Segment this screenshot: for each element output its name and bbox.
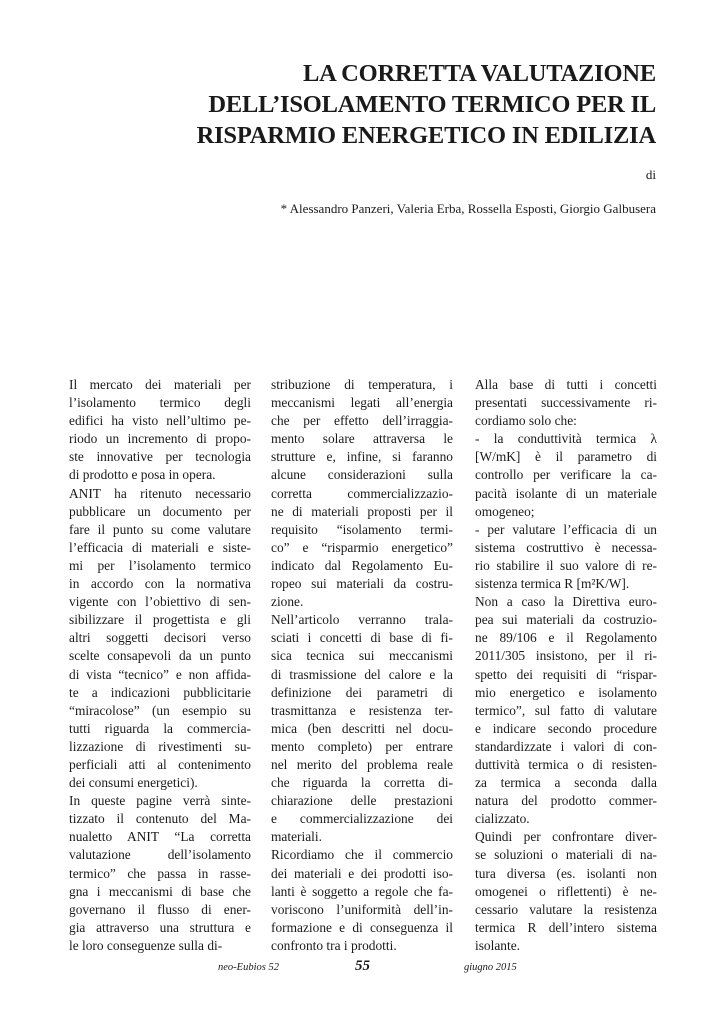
text-line: in accordo con la normativa — [69, 576, 251, 592]
text-line: natura del prodotto commer- — [475, 793, 657, 809]
title-line: RISPARMIO ENERGETICO IN EDILIZIA — [196, 122, 656, 149]
text-line: vigente con l’obiettivo di sen- — [69, 594, 251, 610]
text-line: spetto dei requisiti di “rispar- — [475, 666, 657, 682]
text-line: duttività termica o di resisten- — [475, 756, 657, 772]
text-line: “miracolose” (un esempio su — [69, 702, 251, 718]
text-line: sciati i concetti di base di fi- — [271, 630, 453, 646]
text-line: scelte consapevoli da un punto — [69, 648, 251, 664]
text-line: - la conduttività termica λ — [475, 431, 657, 447]
text-line: stribuzione di temperatura, i — [271, 377, 453, 392]
text-line: - per valutare l’efficacia di un — [475, 521, 657, 537]
text-line: Alla base di tutti i concetti — [475, 377, 657, 392]
text-column-3 — [475, 376, 657, 955]
byline-prefix: di — [645, 167, 656, 182]
text-line: di vista “tecnico” e non affida- — [69, 666, 251, 682]
text-line: governano il flusso di ener- — [69, 901, 251, 917]
text-line: pea sui materiali da costruzio- — [475, 612, 657, 628]
text-line: corretta commercializzazio- — [271, 485, 453, 501]
text-line: di prodotto e posa in opera. — [69, 467, 216, 483]
text-line: omogeneo; — [475, 503, 535, 519]
text-line: che per effetto dell’irraggia- — [271, 413, 453, 429]
text-line: mento solare attraversa le — [271, 431, 453, 447]
text-line: ste innovative per tecnologia — [69, 449, 251, 465]
text-line: isolante. — [475, 937, 520, 953]
text-column-2 — [271, 376, 453, 955]
text-line: zione. — [271, 594, 304, 610]
text-line: confronto tra i prodotti. — [271, 937, 397, 953]
text-line: [W/mK] è il parametro di — [475, 449, 657, 465]
text-line: l’efficacia di materiali e siste- — [69, 539, 251, 555]
text-line: trasmittanza e resistenza ter- — [271, 702, 453, 718]
text-line: standardizzate i valori di con- — [475, 738, 657, 754]
text-line: pacità isolante di un materiale — [475, 485, 657, 501]
text-line: Nell’articolo verranno trala- — [271, 612, 453, 628]
text-line: termico” che passa in rasse- — [69, 865, 251, 881]
text-line: rio stabilire il suo valore di re- — [475, 557, 657, 573]
text-line: indicato dal Regolamento Eu- — [271, 557, 453, 573]
text-line: e indicare secondo procedure — [475, 720, 657, 736]
text-line: Ricordiamo che il commercio — [271, 847, 453, 863]
text-line: altri soggetti decisori verso — [69, 630, 251, 646]
text-line: 2011/305 insistono, per il ri- — [475, 648, 657, 664]
text-line: dei consumi energetici). — [69, 775, 198, 791]
page-number: 55 — [355, 958, 370, 974]
text-line: l’isolamento termico degli — [69, 395, 251, 411]
text-line: requisito “isolamento termi- — [271, 521, 453, 537]
text-line: mio energetico e isolamento — [475, 684, 657, 700]
text-line: termico”, sul fatto di valutare — [475, 702, 657, 718]
text-line: tura diversa (es. isolanti non — [475, 865, 657, 881]
text-line: riodo un incremento di propo- — [69, 431, 251, 447]
text-column-1 — [69, 376, 251, 955]
text-line: tizzato il contenuto del Ma- — [69, 811, 251, 827]
text-line: ne di materiali proposti per il — [271, 503, 453, 519]
text-line: nel merito del problema reale — [271, 756, 453, 772]
text-line: dei materiali e dei prodotti iso- — [271, 865, 453, 881]
title-line: LA CORRETTA VALUTAZIONE — [302, 60, 656, 87]
text-line: le loro conseguenze sulla di- — [69, 937, 223, 953]
text-line: definizione dei parametri di — [271, 684, 453, 700]
text-line: lanti è soggetto a regole che fa- — [271, 883, 453, 899]
text-line: chiarazione delle prestazioni — [271, 793, 453, 809]
text-line: fare il punto su come valutare — [69, 521, 251, 537]
text-line: presentati successivamente ri- — [475, 395, 657, 411]
text-line: Il mercato dei materiali per — [69, 377, 251, 392]
text-line: strutture e, infine, si faranno — [271, 449, 453, 465]
text-line: te a indicazioni pubblicitarie — [69, 684, 251, 700]
text-line: meccanismi legati all’energia — [271, 395, 453, 411]
text-line: alcune considerazioni sulla — [271, 467, 453, 483]
text-line: sibilizzare il progettista e gli — [69, 612, 251, 628]
authors-line: * Alessandro Panzeri, Valeria Erba, Rossella Esposti, Giorgio Galbusera — [280, 201, 656, 216]
text-line: ropeo sui materiali da costru- — [271, 576, 453, 592]
text-line: sica tecnica sui meccanismi — [271, 648, 453, 664]
text-line: di trasmissione del calore e la — [271, 666, 453, 682]
text-line: lizzazione di rivestimenti su- — [69, 738, 251, 754]
text-line: za termica a seconda dalla — [475, 775, 657, 791]
text-line: mi per l’isolamento termico — [69, 557, 251, 573]
text-line: ne 89/106 e il Regolamento — [475, 630, 657, 646]
text-line: pubblicare un documento per — [69, 503, 251, 519]
text-line: Non a caso la Direttiva euro- — [475, 594, 657, 610]
text-line: gia attraverso una struttura e — [69, 919, 251, 935]
text-line: ANIT ha ritenuto necessario — [69, 485, 251, 501]
text-line: perficiali atti al contenimento — [69, 756, 251, 772]
text-line: sistema costruttivo è necessa- — [475, 539, 657, 555]
text-line: In queste pagine verrà sinte- — [69, 793, 251, 809]
text-line: Quindi per confrontare diver- — [475, 829, 657, 845]
text-line: edifici ha visto nell’ultimo pe- — [69, 413, 251, 429]
text-line: formazione e di conseguenza il — [271, 919, 453, 935]
text-line: e commercializzazione dei — [271, 811, 453, 827]
text-line: co” e “risparmio energetico” — [271, 539, 453, 555]
text-line: omogenei o riflettenti) è ne- — [475, 883, 657, 899]
text-line: se soluzioni o materiali di na- — [475, 847, 657, 863]
text-line: nualetto ANIT “La corretta — [69, 829, 251, 845]
text-line: voriscono l’uniformità dell’in- — [271, 901, 453, 917]
text-line: mica (ben descritti nel docu- — [271, 720, 453, 736]
article-title — [96, 58, 656, 151]
text-line: cializzato. — [475, 811, 530, 827]
text-line: mento completo) per entrare — [271, 738, 453, 754]
text-line: cordiamo solo che: — [475, 413, 577, 429]
text-line: valutazione dell’isolamento — [69, 847, 251, 863]
footer-journal: neo-Eubios 52 — [218, 962, 279, 973]
text-line: che riguarda la corretta di- — [271, 775, 453, 791]
text-line: materiali. — [271, 829, 322, 845]
text-line: gna i meccanismi di base che — [69, 883, 251, 899]
footer-date: giugno 2015 — [464, 962, 517, 973]
title-line: DELL’ISOLAMENTO TERMICO PER IL — [208, 91, 656, 118]
text-line: tutti riguarda la commercia- — [69, 720, 251, 736]
text-line: controllo per verificare la ca- — [475, 467, 657, 483]
text-line: cessario valutare la resistenza — [475, 901, 657, 917]
text-line: termica R dell’intero sistema — [475, 919, 657, 935]
text-line: sistenza termica R [m²K/W]. — [475, 576, 630, 592]
